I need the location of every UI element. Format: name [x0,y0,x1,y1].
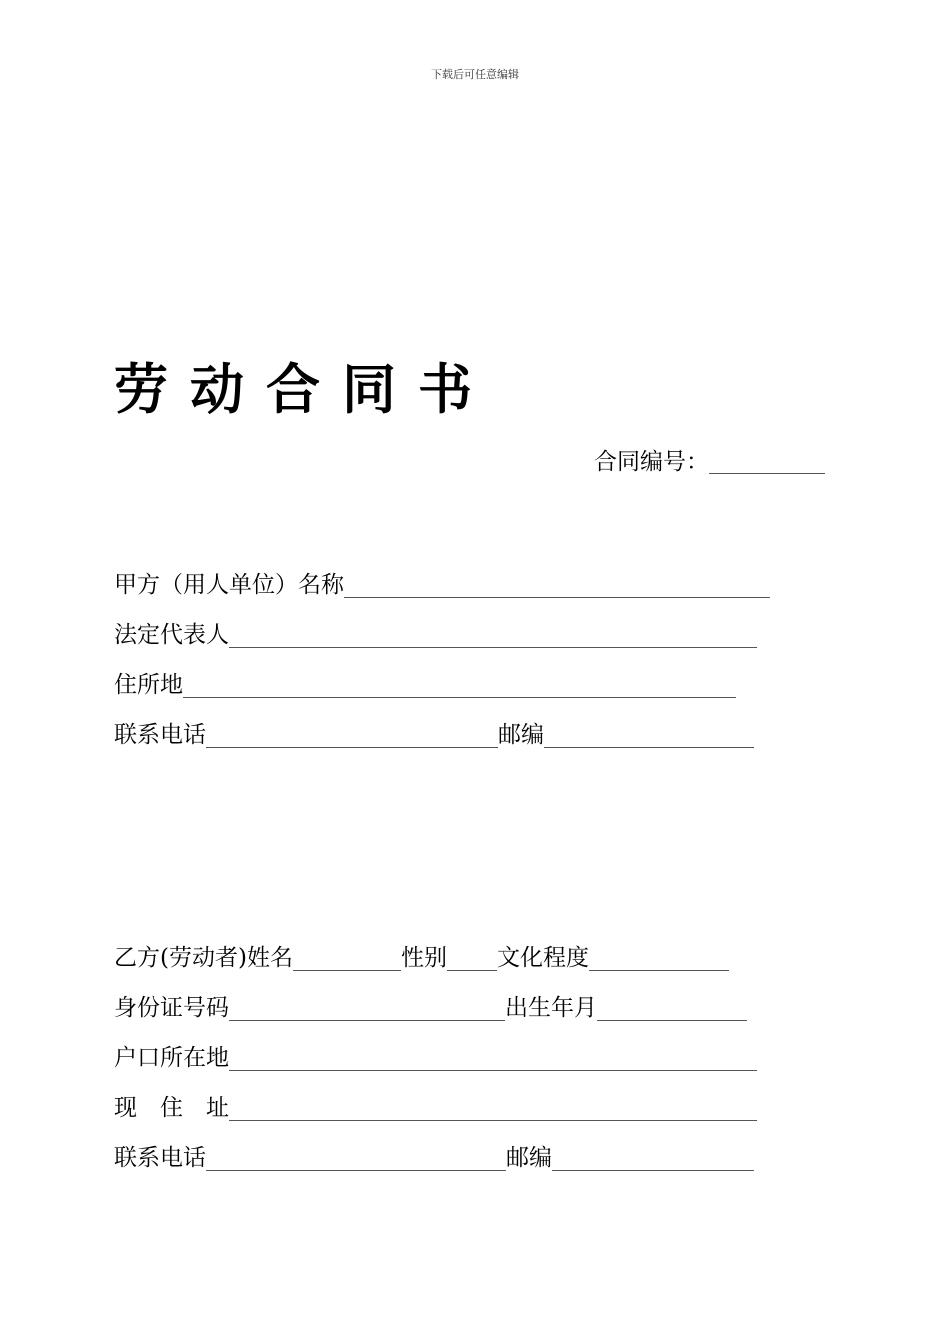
party-a-name-blank[interactable] [344,570,770,598]
party-a-postcode-label: 邮编 [498,722,544,748]
party-b-postcode-label: 邮编 [506,1145,552,1171]
party-a-legal-rep-field [114,618,757,652]
party-a-phone-label: 联系电话 [114,722,206,748]
party-a-legal-rep-blank[interactable] [229,620,757,648]
party-a-address-blank[interactable] [183,670,736,698]
party-b-phone-blank[interactable] [206,1143,506,1171]
party-b-education-label: 文化程度 [496,945,589,971]
party-a-address-field [114,668,736,702]
party-a-postcode-blank[interactable] [544,720,754,748]
party-b-id-label: 身份证号码 [114,995,229,1021]
party-b-hukou-blank[interactable] [229,1043,757,1071]
party-b-hukou-label: 户口所在地 [114,1045,229,1071]
party-b-current-address-label: 现 住 址 [114,1095,229,1121]
party-b-id-field [114,991,747,1025]
party-b-birth-blank[interactable] [597,993,747,1021]
party-b-gender-blank[interactable] [447,943,497,971]
party-a-name-field [114,568,770,602]
party-b-hukou-field [114,1041,757,1075]
party-b-name-blank[interactable] [293,943,401,971]
contract-number-label: 合同编号： [594,449,709,475]
party-b-gender-label: 性别 [400,945,447,971]
party-a-address-label: 住所地 [114,672,183,698]
party-a-name-label: 甲方（用人单位）名称 [114,572,344,598]
party-b-current-address-field [114,1091,757,1125]
party-a-legal-rep-label: 法定代表人 [114,622,229,648]
party-b-id-blank[interactable] [229,993,505,1021]
party-b-name-field [114,941,729,975]
party-b-birth-label: 出生年月 [505,995,597,1021]
party-a-phone-blank[interactable] [206,720,498,748]
party-b-phone-label: 联系电话 [114,1145,206,1171]
party-b-postcode-blank[interactable] [552,1143,754,1171]
party-a-contact-field [114,718,754,752]
party-b-name-label: 乙方(劳动者)姓名 [114,945,293,971]
document-title: 劳动合同书 [114,357,494,421]
party-b-education-blank[interactable] [589,943,729,971]
party-b-current-address-blank[interactable] [229,1093,757,1121]
header-note: 下载后可任意编辑 [431,68,519,81]
party-b-contact-field [114,1141,754,1175]
contract-number-field [594,446,825,478]
contract-number-blank[interactable] [709,446,825,474]
